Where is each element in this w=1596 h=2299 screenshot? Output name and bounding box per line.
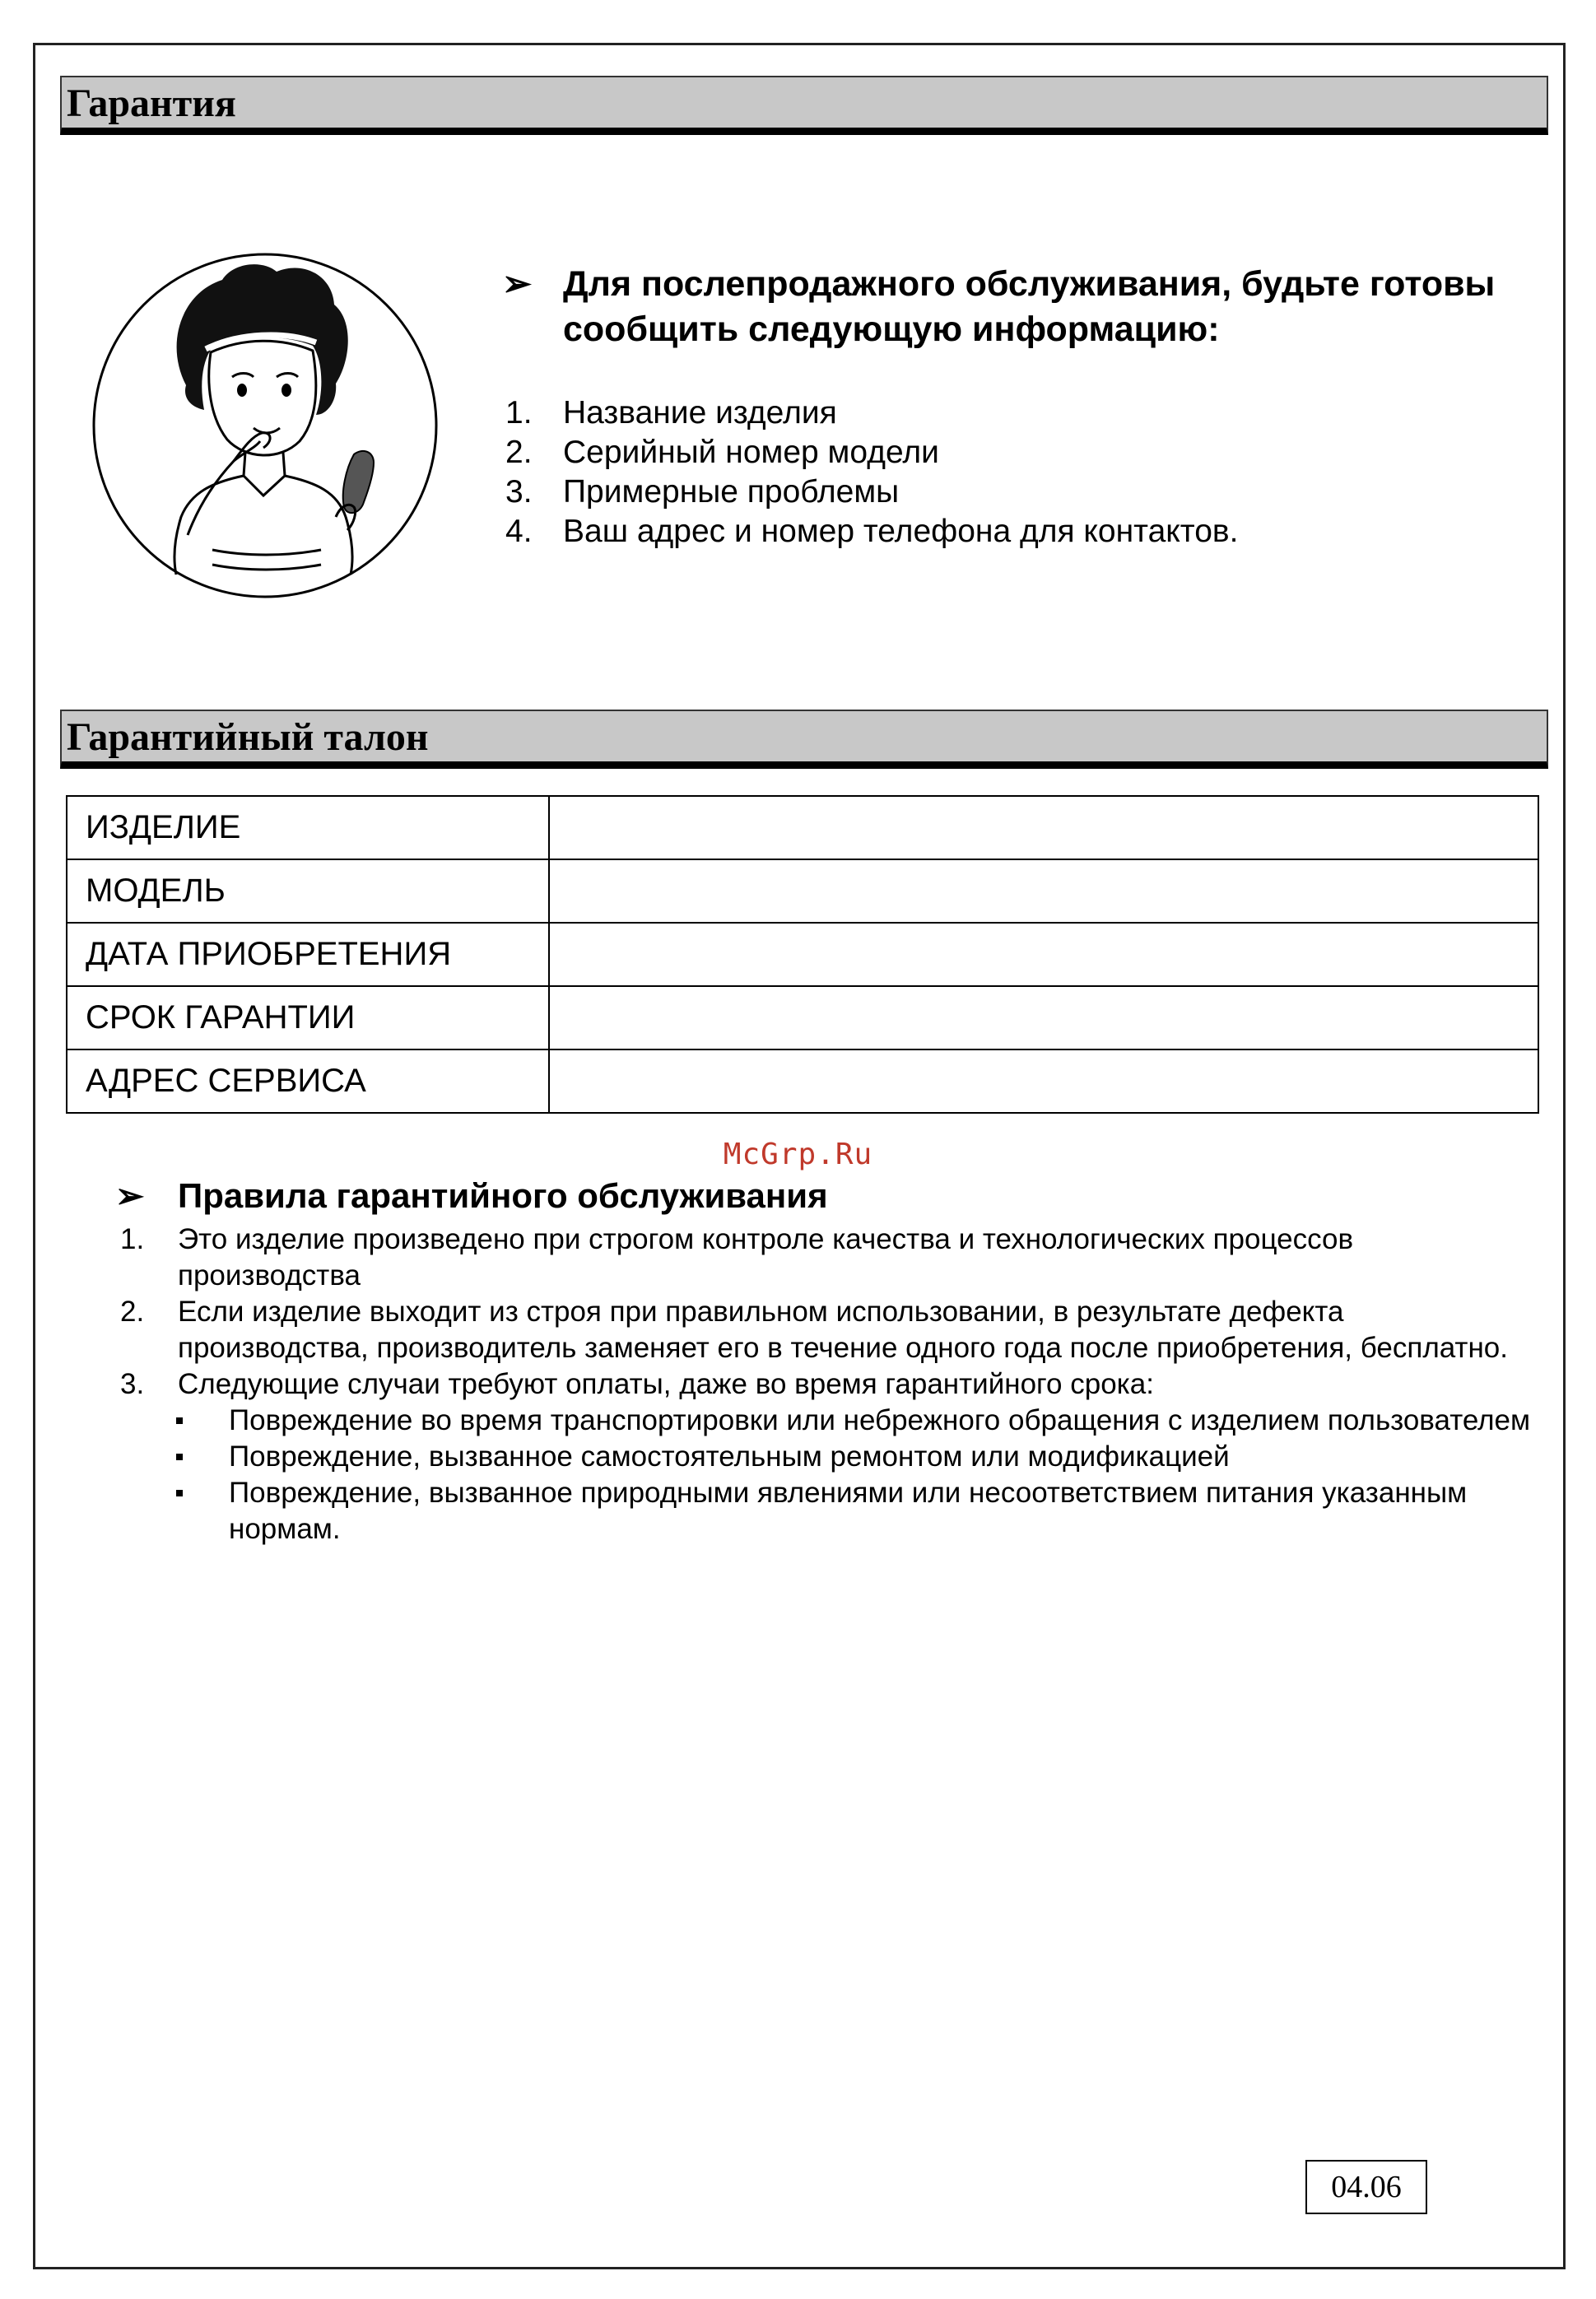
table-row [67, 986, 1538, 1049]
field-value[interactable] [549, 796, 1538, 859]
warranty-card-table [66, 795, 1539, 1114]
watermark: McGrp.Ru [723, 1138, 873, 1171]
sub-list-text: Повреждение, вызванное самостоятельным ремонтом или модификацией [229, 1440, 1230, 1473]
sub-list-item [115, 1439, 1531, 1475]
table-row [67, 923, 1538, 986]
field-value[interactable] [549, 1049, 1538, 1113]
field-label: МОДЕЛЬ [67, 859, 549, 923]
list-number: 2. [120, 1296, 145, 1328]
field-value[interactable] [549, 986, 1538, 1049]
bullet-icon [176, 1490, 183, 1496]
sub-list-text: Повреждение во время транспортировки или небрежного обращения с изделием пользователем [229, 1404, 1531, 1436]
arrow-icon: ➢ [502, 264, 533, 304]
bullet-icon [176, 1417, 183, 1424]
list-text: Название изделия [563, 395, 837, 430]
list-text: Серийный номер модели [563, 435, 939, 470]
rules-heading-text: Правила гарантийного обслуживания [178, 1176, 828, 1215]
field-label: ИЗДЕЛИЕ [67, 796, 549, 859]
list-number: 1. [505, 395, 533, 430]
bullet-icon [176, 1454, 183, 1460]
table-row [67, 859, 1538, 923]
page-number: 04.06 [1305, 2160, 1427, 2214]
section-header-warranty [60, 76, 1548, 135]
list-text: Это изделие произведено при строгом контроле качества и технологических процессов производства [178, 1223, 1354, 1291]
sub-list-container [115, 1403, 1531, 1547]
arrow-icon: ➢ [115, 1176, 145, 1215]
list-item [115, 1294, 1531, 1366]
info-list [502, 393, 1238, 551]
table-row [67, 796, 1538, 859]
rules-heading [115, 1175, 828, 1217]
list-item [115, 1366, 1531, 1403]
table-row [67, 1049, 1538, 1113]
list-text: Если изделие выходит из строя при правильном использовании, в результате дефекта производства, производитель заменяет его в течение одного года после приобретения, бесплатно. [178, 1296, 1508, 1364]
field-label: ДАТА ПРИОБРЕТЕНИЯ [67, 923, 549, 986]
field-label: СРОК ГАРАНТИИ [67, 986, 549, 1049]
girl-on-phone-icon [89, 245, 441, 606]
sub-list-item [115, 1475, 1531, 1547]
list-item [115, 1222, 1531, 1294]
list-text: Ваш адрес и номер телефона для контактов. [563, 514, 1239, 549]
list-text: Примерные проблемы [563, 474, 900, 510]
section-title: Гарантийный талон [67, 715, 429, 759]
section-header-warranty-card [60, 710, 1548, 769]
list-number: 2. [505, 435, 533, 470]
list-item [502, 393, 1238, 433]
list-item [502, 472, 1238, 512]
field-value[interactable] [549, 859, 1538, 923]
info-heading [502, 262, 1515, 352]
rules-list [115, 1222, 1531, 1547]
list-number: 4. [505, 514, 533, 549]
section-title: Гарантия [67, 81, 236, 125]
list-number: 1. [120, 1223, 145, 1255]
sub-list-item [115, 1403, 1531, 1439]
list-item [502, 512, 1238, 551]
list-text: Следующие случаи требуют оплаты, даже во время гарантийного срока: [178, 1368, 1154, 1400]
field-label: АДРЕС СЕРВИСА [67, 1049, 549, 1113]
rules-sub-list [115, 1403, 1531, 1547]
list-number: 3. [120, 1368, 145, 1400]
list-number: 3. [505, 474, 533, 510]
field-value[interactable] [549, 923, 1538, 986]
info-heading-text: Для послепродажного обслуживания, будьте готовы сообщить следующую информацию: [563, 264, 1496, 349]
list-item [502, 433, 1238, 472]
sub-list-text: Повреждение, вызванное природными явлениями или несоответствием питания указанным нормам. [229, 1477, 1468, 1545]
